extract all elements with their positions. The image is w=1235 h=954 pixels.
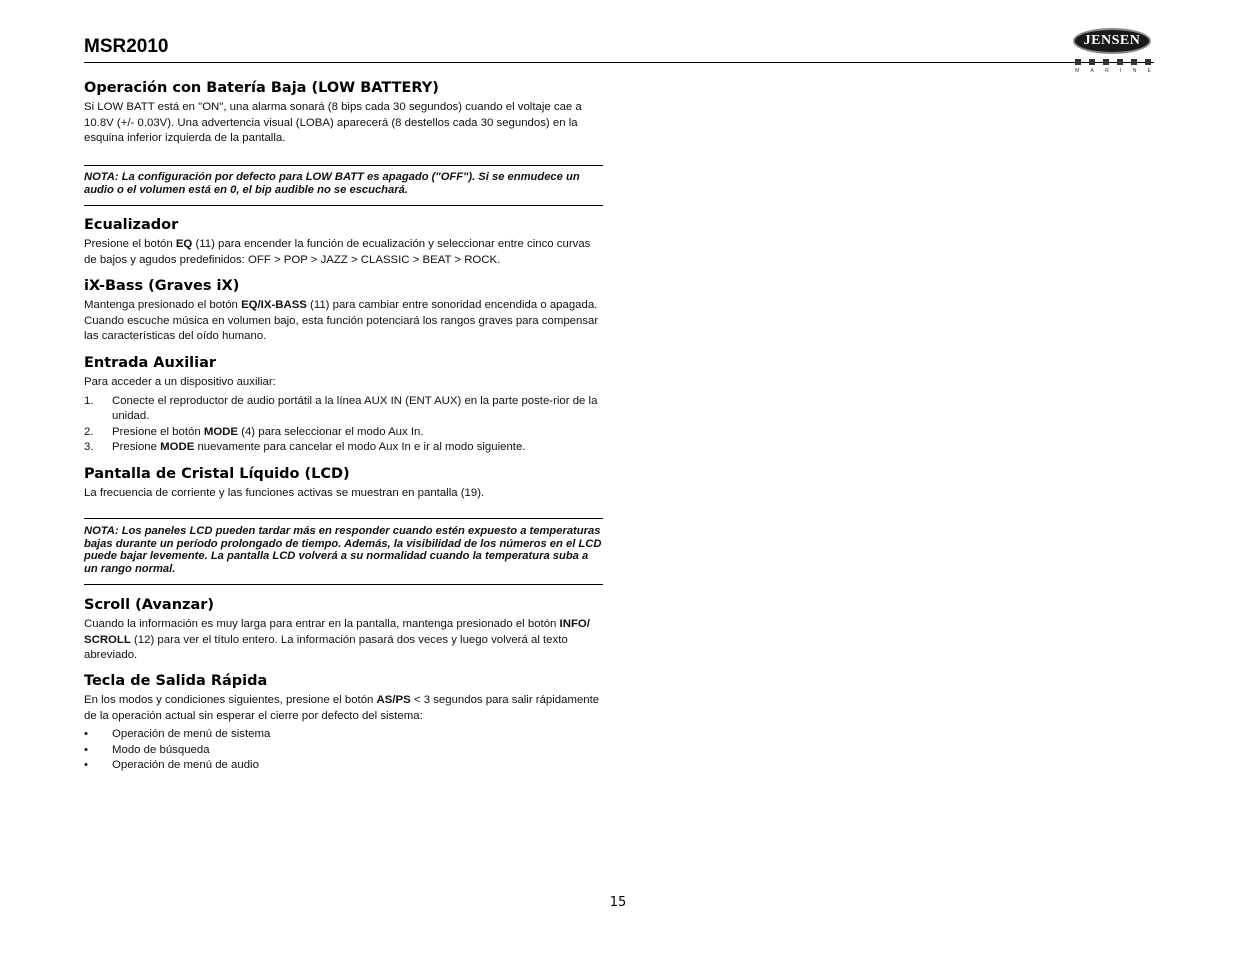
logo-text: JENSEN	[1083, 33, 1141, 48]
aux-steps-list	[84, 394, 604, 456]
section-quick-exit	[84, 671, 604, 774]
section-body: Si LOW BATT está en "ON", una alarma sonará (8 bips cada 30 segundos) cuando el voltaje cae a 10.8V (+/- 0.03V). Una advertencia visual (LOBA) aparecerá (8 destellos cada 30 segundos) en la esquina inferior izquierda de la pantalla.	[84, 101, 582, 145]
section-scroll	[84, 595, 604, 664]
section-body: Mantenga presionado el botón EQ/IX-BASS (11) para cambiar entre sonoridad encendida o apagada. Cuando escuche música en volumen bajo, esta función potenciará los rangos graves para compensar las características del oído humano.	[84, 299, 599, 343]
section-body: En los modos y condiciones siguientes, presione el botón AS/PS < 3 segundos para salir rápidamente de la operación actual sin esperar el cierre por defecto del sistema:	[84, 694, 600, 722]
list-item: • Operación de menú de audio	[84, 759, 259, 772]
logo-subtext: M A R I N E	[1075, 68, 1151, 74]
section-body: Presione el botón EQ (11) para encender la función de ecualización y seleccionar entre cinco curvas de bajos y agudos predefinidos: OFF > POP > JAZZ > CLASSIC > BEAT > ROCK.	[84, 238, 591, 266]
logo-squares	[1075, 59, 1151, 65]
list-item: 2. Presione el botón MODE (4) para seleccionar el modo Aux In.	[84, 425, 424, 438]
model-title: MSR2010	[84, 36, 169, 57]
section-body: Cuando la información es muy larga para entrar en la pantalla, mantenga presionado el botón INFO/ SCROLL (12) para ver el título entero. La información pasará dos veces y luego volverá al texto abreviado.	[84, 618, 590, 662]
section-title: iX-Bass (Graves iX)	[84, 278, 240, 294]
logo-oval	[1073, 28, 1151, 54]
section-low-battery	[84, 78, 604, 147]
section-intro: Para acceder a un dispositivo auxiliar:	[84, 376, 276, 388]
jensen-logo	[1073, 28, 1153, 76]
list-item: • Modo de búsqueda	[84, 743, 210, 756]
section-ixbass	[84, 276, 604, 345]
section-aux-input	[84, 353, 604, 456]
list-item: 3. Presione MODE nuevamente para cancelar el modo Aux In e ir al modo siguiente.	[84, 441, 526, 454]
list-item: • Operación de menú de sistema	[84, 728, 271, 741]
header-rule	[84, 62, 1154, 63]
section-body: La frecuencia de corriente y las funciones activas se muestran en pantalla (19).	[84, 487, 485, 499]
section-title: Ecualizador	[84, 217, 179, 233]
section-title: Entrada Auxiliar	[84, 355, 217, 371]
quick-exit-list	[84, 727, 604, 774]
list-item: 1. Conecte el reproductor de audio portátil a la línea AUX IN (ENT AUX) en la parte poste-rior de la unidad.	[84, 394, 598, 423]
note-lcd: NOTA: Los paneles LCD pueden tardar más en responder cuando estén expuesto a temperaturas bajas durante un período prolongado de tiempo. Además, la visibilidad de los números en el LCD puede bajar levemente. La pantalla LCD volverá a su normalidad cuando la temperatura suba a un rango normal.	[84, 518, 603, 585]
section-lcd	[84, 464, 604, 502]
section-title: Pantalla de Cristal Líquido (LCD)	[84, 466, 350, 482]
note-low-batt: NOTA: La configuración por defecto para LOW BATT es apagado ("OFF"). Si se enmudece un audio o el volumen está en 0, el bip audible no se escuchará.	[84, 165, 603, 206]
section-title: Scroll (Avanzar)	[84, 597, 215, 613]
section-title: Operación con Batería Baja (LOW BATTERY)	[84, 80, 439, 96]
section-equalizer	[84, 215, 604, 268]
page-number: 15	[609, 895, 627, 910]
section-title: Tecla de Salida Rápida	[84, 673, 268, 689]
